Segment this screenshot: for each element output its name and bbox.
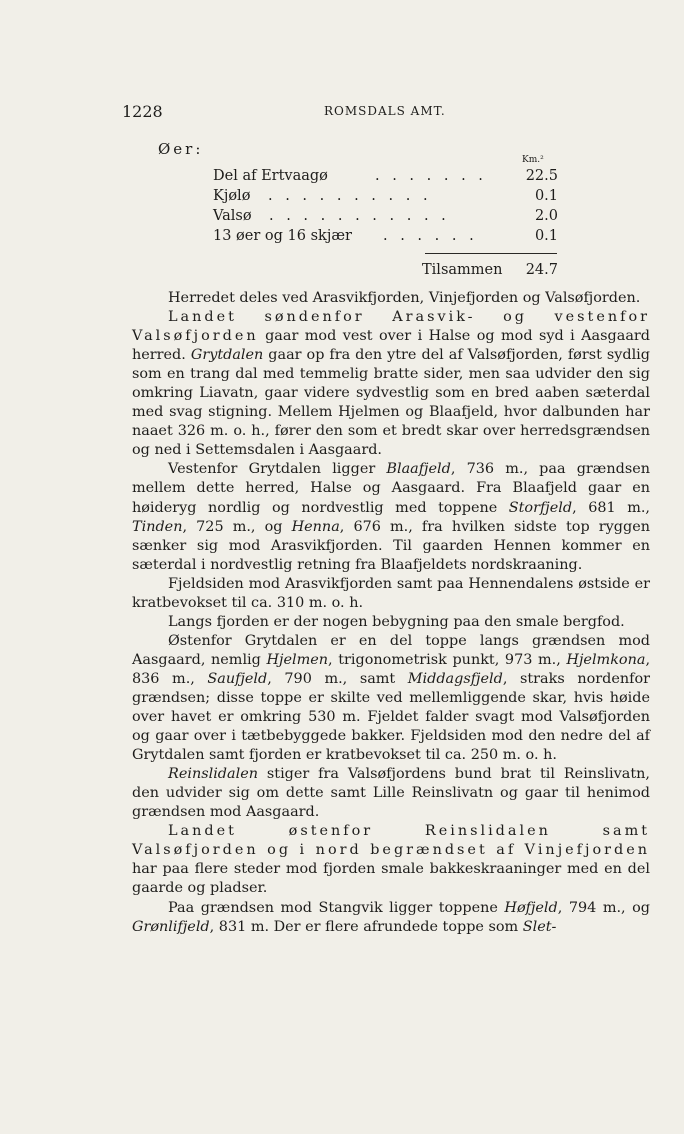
- island-name: Kjølø: [213, 188, 251, 204]
- place-name-italic: Blaafjeld: [386, 461, 451, 478]
- table-row: [213, 228, 558, 248]
- islands-heading: Øer:: [158, 140, 204, 158]
- place-name-italic: Tinden: [132, 518, 183, 535]
- text-run: Vestenfor Grytdalen ligger: [168, 461, 387, 478]
- text-run: , 736 m., paa grændsen mellem dette herred, Halse og Aasgaard. Fra Blaafjeld gaar en høideryg nordlig og nordvestlig med toppene: [132, 461, 650, 516]
- island-name: 13 øer og 16 skjær: [213, 228, 352, 244]
- place-name-italic: Grønlifjeld: [132, 918, 210, 935]
- paragraph: [132, 822, 650, 898]
- paragraph: [132, 765, 650, 822]
- text-run: , 831 m. Der er flere afrundede toppe som: [209, 918, 523, 935]
- text-run: stiger fra Valsøfjordens bund brat til Reinslivatn, den udvider sig om dette samt Lille Reinslivatn og gaar til henimod grændsen mod Aasgaard.: [132, 766, 650, 821]
- text-run: , 836 m.,: [132, 651, 651, 687]
- table-row: [213, 208, 558, 228]
- paragraph: [132, 460, 650, 574]
- place-name-italic: Høfjeld: [504, 899, 558, 916]
- running-title: ROMSDALS AMT.: [324, 104, 446, 118]
- leader-dots: . . . . . . . . . . .: [269, 208, 450, 224]
- islands-table: [213, 168, 558, 248]
- table-row: [213, 188, 558, 208]
- text-run: , 681 m.,: [572, 499, 650, 516]
- body-text: [132, 289, 650, 937]
- place-name-italic: Storfjeld: [508, 499, 573, 516]
- place-name-italic: Reinslidalen: [168, 766, 258, 783]
- island-name: Valsø: [213, 208, 252, 224]
- spaced-lead: Landet søndenfor Arasvik- og vestenfor Valsøfjorden: [132, 309, 650, 345]
- text-run: har paa flere steder mod fjorden smale bakkeskraaninger med en del gaarde og pladser.: [132, 861, 650, 897]
- text-run: Langs fjorden er der nogen bebygning paa den smale bergfod.: [168, 613, 625, 630]
- place-name-italic: Hjelmen: [266, 651, 329, 668]
- area-unit-label: Km.²: [522, 155, 544, 165]
- paragraph: [132, 289, 650, 308]
- place-name-italic: Middagsfjeld: [407, 670, 503, 687]
- place-name-italic: Henna: [291, 518, 340, 535]
- spaced-lead: Landet østenfor Reinslidalen samt Valsøfjorden og i nord begrændset af Vinjefjorden: [132, 823, 650, 859]
- island-name: Del af Ertvaagø: [213, 168, 328, 184]
- text-run: , trigonometrisk punkt, 973 m.,: [328, 651, 567, 668]
- paragraph: [132, 632, 650, 765]
- leader-dots: . . . . . . . . . .: [268, 188, 432, 204]
- island-area: 0.1: [534, 188, 558, 204]
- total-rule: [425, 253, 557, 254]
- text-run: , 676 m., fra hvilken sidste top ryggen sænker sig mod Arasvikfjorden. Til gaarden Hennen kommer en sæterdal i nordvestlig retning fra Blaafjeldets nordskraaning.: [132, 518, 650, 573]
- text-run: Fjeldsiden mod Arasvikfjorden samt paa Hennendalens østside er kratbevokset til ca. 310 m. o. h.: [132, 575, 650, 611]
- paragraph: [132, 613, 650, 632]
- total-label: Tilsammen: [422, 262, 503, 278]
- place-name-italic: Saufjeld: [207, 670, 268, 687]
- text-run: Paa grændsen mod Stangvik ligger toppene: [168, 899, 505, 916]
- total-value: 24.7: [525, 262, 558, 278]
- table-row: [213, 168, 558, 188]
- text-run: , 794 m., og: [557, 899, 650, 916]
- leader-dots: . . . . . .: [383, 228, 478, 244]
- text-run: gaar op fra den ytre del af Valsøfjorden, først sydlig som en trang dal med temmelig bratte sider, men saa udvider den sig omkring Liavatn, gaar videre sydvestlig som en bred aaben sæterdal med svag stigning. Mellem Hjelmen og Blaafjeld, hvor dalbunden har naaet 326 m. o. h., fører den som et bredt skar over herredsgrændsen og ned i Settemsdalen i Aasgaard.: [132, 347, 650, 459]
- paragraph: [132, 575, 650, 613]
- place-name-italic: Hjelmkona: [566, 651, 646, 668]
- island-area: 2.0: [534, 208, 558, 224]
- page-header: [122, 102, 652, 124]
- text-run: Herredet deles ved Arasvikfjorden, Vinjefjorden og Valsøfjorden.: [168, 290, 641, 306]
- text-run: , 790 m., samt: [267, 670, 408, 687]
- leader-dots: . . . . . . .: [375, 168, 487, 184]
- paragraph: [132, 899, 650, 937]
- text-run: , straks nordenfor grændsen; disse toppe er skilte ved mellemliggende skar, hvis høide over havet er omkring 530 m. Fjeldet falder svagt mod Valsøfjorden og gaar over i tætbebyggede bakker. Fjeldsiden mod den nedre del af Grytdalen samt fjorden er kratbevokset til ca. 250 m. o. h.: [132, 670, 650, 764]
- place-name-italic: Slet-: [522, 918, 557, 935]
- paragraph: [132, 308, 650, 460]
- text-run: Østenfor Grytdalen er en del toppe langs grændsen mod Aasgaard, nemlig: [132, 632, 650, 668]
- place-name-italic: Grytdalen: [190, 347, 264, 364]
- text-run: , 725 m., og: [182, 518, 292, 535]
- text-run: gaar mod vest over i Halse og mod syd i Aasgaard herred.: [132, 328, 650, 364]
- island-area: 0.1: [534, 228, 558, 244]
- island-area: 22.5: [525, 168, 558, 184]
- page-number: 1228: [122, 102, 163, 121]
